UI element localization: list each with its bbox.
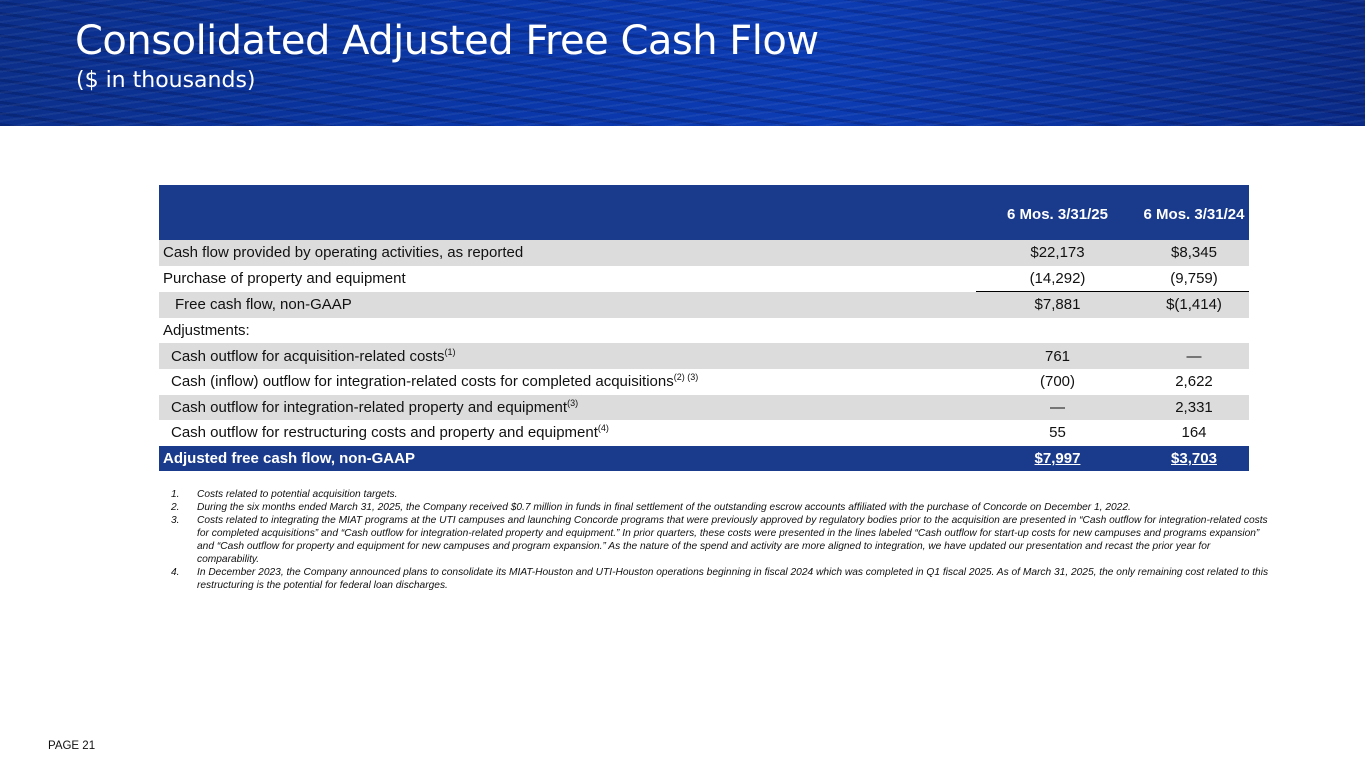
total-value-2025-text: $7,997: [1034, 450, 1081, 468]
row-value-2025: 55: [976, 420, 1139, 446]
row-value-2024: (9,759): [1139, 266, 1249, 292]
table-row: [159, 240, 1249, 266]
footnote-ref: (1): [444, 346, 456, 357]
column-header-label: [159, 185, 976, 240]
row-value-2024: 164: [1139, 420, 1249, 446]
table-row: [159, 266, 1249, 292]
footnote: [171, 488, 1271, 501]
table-row: [159, 292, 1249, 318]
footnote-number: 4.: [171, 567, 180, 578]
footnotes: [171, 488, 1271, 592]
footnote-ref: (2) (3): [673, 372, 699, 383]
footnote: [171, 566, 1271, 592]
page-number: PAGE 21: [48, 740, 96, 752]
footnote-number: 2.: [171, 502, 180, 513]
table-row: [159, 318, 1249, 344]
footnote-text: In December 2023, the Company announced plans to consolidate its MIAT-Houston and UTI-Houston operations beginning in fiscal 2024 which was completed in Q1 fiscal 2025. As of March 31, 2025, the only remaining cost related to this restructuring is the potential for federal loan discharges.: [197, 567, 1269, 591]
table-row: [159, 369, 1249, 395]
total-value-2024: [1139, 446, 1249, 472]
row-value-2025: (14,292): [976, 266, 1139, 292]
row-value-2024: $(1,414): [1139, 292, 1249, 318]
row-value-2024: [1139, 318, 1249, 344]
row-label: Adjustments:: [159, 318, 976, 344]
row-value-2025: —: [976, 395, 1139, 421]
page-title: Consolidated Adjusted Free Cash Flow: [75, 18, 819, 64]
footnote: [171, 514, 1271, 566]
header-banner: [0, 0, 1365, 126]
row-label: [159, 369, 976, 395]
free-cash-flow-table: [159, 185, 1249, 471]
row-value-2025: 761: [976, 343, 1139, 369]
footnote-text: Costs related to integrating the MIAT programs at the UTI campuses and launching Concorde programs that were previously approved by regulatory bodies prior to the acquisition are presented in “Cash outflow for integration-related costs for completed acquisitions” and “Cash outflow for integration-related property and equipment.” In prior quarters, these costs were presented in the lines labeled “Cash outflow for start-up costs for new campuses and programs expansion” and “Cash outflow for property and equipment for new campuses and program expansion.” As the nature of the spend and activity are more aligned to integration, we have updated our presentation and recast the prior year for comparability.: [197, 515, 1268, 565]
row-value-2025: (700): [976, 369, 1139, 395]
footnote-ref: (4): [597, 423, 609, 434]
footnote-number: 1.: [171, 489, 180, 500]
page-subtitle: ($ in thousands): [76, 68, 256, 93]
row-label: Free cash flow, non-GAAP: [159, 292, 976, 318]
row-label: [159, 395, 976, 421]
row-label-text: Cash outflow for restructuring costs and property and equipment: [171, 424, 598, 442]
total-row: [159, 446, 1249, 472]
column-header-2024: 6 Mos. 3/31/24: [1139, 185, 1249, 240]
column-header-2025: 6 Mos. 3/31/25: [976, 185, 1139, 240]
total-value-2024-text: $3,703: [1171, 450, 1217, 468]
row-value-2024: —: [1139, 343, 1249, 369]
row-label-text: Cash (inflow) outflow for integration-related costs for completed acquisitions: [171, 373, 674, 391]
row-label: [159, 343, 976, 369]
row-value-2025: $22,173: [976, 240, 1139, 266]
footnote-text: Costs related to potential acquisition targets.: [197, 489, 398, 500]
total-value-2025: [976, 446, 1139, 472]
row-label-text: Cash outflow for acquisition-related costs: [171, 347, 445, 365]
table-row: [159, 420, 1249, 446]
total-label: Adjusted free cash flow, non-GAAP: [159, 446, 976, 472]
row-value-2024: $8,345: [1139, 240, 1249, 266]
footnote-text: During the six months ended March 31, 2025, the Company received $0.7 million in funds in final settlement of the outstanding escrow accounts affiliated with the purchase of Concorde on December 1, 2022.: [197, 502, 1131, 513]
footnote-number: 3.: [171, 515, 180, 526]
row-label: Cash flow provided by operating activities, as reported: [159, 240, 976, 266]
table-row: [159, 395, 1249, 421]
row-label-text: Cash outflow for integration-related property and equipment: [171, 398, 568, 416]
footnote: [171, 501, 1271, 514]
footnote-ref: (3): [567, 397, 579, 408]
row-label: Purchase of property and equipment: [159, 266, 976, 292]
row-value-2025: [976, 318, 1139, 344]
table-header-row: [159, 185, 1249, 240]
table-row: [159, 343, 1249, 369]
row-value-2025: $7,881: [976, 292, 1139, 318]
row-value-2024: 2,622: [1139, 369, 1249, 395]
row-label: [159, 420, 976, 446]
row-value-2024: 2,331: [1139, 395, 1249, 421]
